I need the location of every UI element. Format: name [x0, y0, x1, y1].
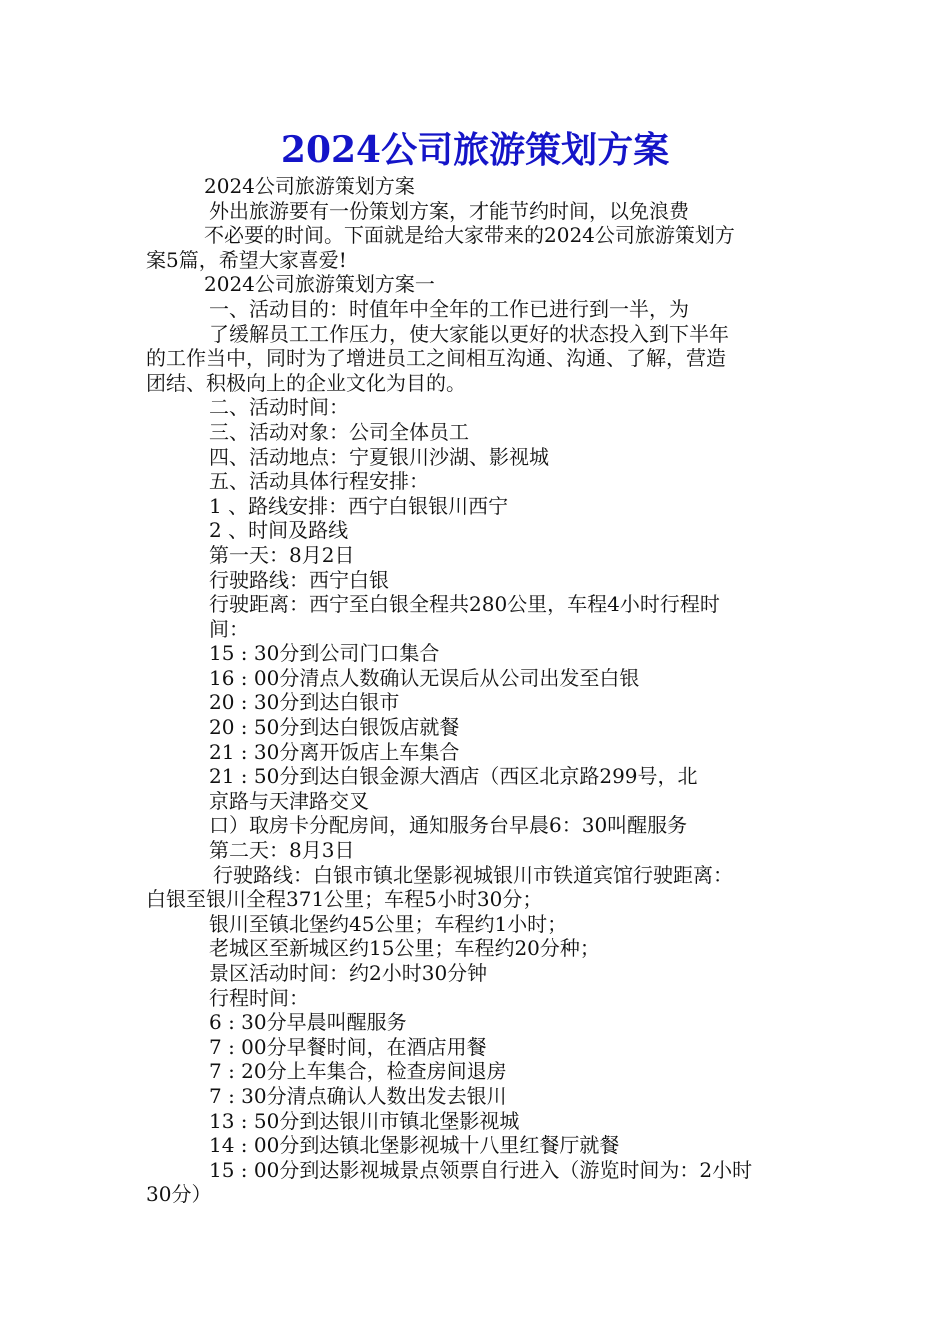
paragraph-line: 京路与天津路交叉: [209, 788, 369, 813]
paragraph-line: 五、活动具体行程安排：: [209, 469, 429, 494]
paragraph-line: 不必要的时间。下面就是给大家带来的2024公司旅游策划方: [204, 223, 735, 248]
paragraph-line: 16 : 00分清点人数确认无误后从公司出发至白银: [209, 665, 640, 690]
paragraph-line: 案5篇，希望大家喜爱!: [146, 247, 347, 272]
paragraph-line: 银川至镇北堡约45公里；车程约1小时；: [209, 911, 568, 936]
paragraph-line: 白银至银川全程371公里；车程5小时30分；: [146, 887, 543, 912]
paragraph-line: 20 : 50分到达白银饭店就餐: [209, 715, 460, 740]
paragraph-line: 行驶距离：西宁至白银全程共280公里，车程4小时行程时: [209, 592, 720, 617]
paragraph-line: 团结、积极向上的企业文化为目的。: [146, 370, 466, 395]
paragraph-line: 14 : 00分到达镇北堡影视城十八里红餐厅就餐: [209, 1133, 620, 1158]
paragraph-line: 一、活动目的：时值年中全年的工作已进行到一半，为: [209, 296, 689, 321]
paragraph-line: 15 : 00分到达影视城景点领票自行进入（游览时间为：2小时: [209, 1157, 753, 1182]
paragraph-line: 行驶路线：西宁白银: [209, 567, 389, 592]
document-title: 2024公司旅游策划方案: [280, 129, 670, 171]
paragraph-line: 15 : 30分到公司门口集合: [209, 641, 440, 666]
paragraph-line: 间：: [209, 616, 249, 641]
paragraph-line: 13 : 50分到达银川市镇北堡影视城: [209, 1108, 520, 1133]
paragraph-line: 30分）: [146, 1182, 212, 1207]
paragraph-line: 7 : 30分清点确认人数出发去银川: [209, 1083, 507, 1108]
paragraph-line: 21 : 50分到达白银金源大酒店（西区北京路299号，北: [209, 764, 698, 789]
document-body: [146, 174, 810, 1207]
paragraph-line: 2 、时间及路线: [209, 518, 349, 543]
paragraph-line: 7 : 20分上车集合，检查房间退房: [209, 1059, 507, 1084]
paragraph-line: 行程时间：: [209, 985, 309, 1010]
paragraph-line: 二、活动时间：: [209, 395, 349, 420]
paragraph-line: 景区活动时间：约2小时30分钟: [209, 961, 488, 985]
paragraph-line: 四、活动地点：宁夏银川沙湖、影视城: [209, 444, 549, 469]
paragraph-line: 外出旅游要有一份策划方案，才能节约时间，以免浪费: [209, 198, 689, 223]
paragraph-line: 6 : 30分早晨叫醒服务: [209, 1010, 407, 1035]
paragraph-line: 的工作当中，同时为了增进员工之间相互沟通、沟通、了解，营造: [146, 346, 726, 371]
paragraph-line: 20 : 30分到达白银市: [209, 690, 400, 715]
paragraph-line: 老城区至新城区约15公里；车程约20分种；: [209, 936, 600, 961]
paragraph-line: 口）取房卡分配房间，通知服务台早晨6：30叫醒服务: [209, 813, 688, 838]
paragraph-line: 21 : 30分离开饭店上车集合: [209, 739, 460, 764]
paragraph-line: 2024公司旅游策划方案: [204, 174, 415, 198]
paragraph-line: 2024公司旅游策划方案一: [204, 272, 435, 297]
paragraph-line: 7 : 00分早餐时间，在酒店用餐: [209, 1034, 487, 1059]
paragraph-line: 了缓解员工工作压力，使大家能以更好的状态投入到下半年: [209, 321, 729, 346]
paragraph-line: 三、活动对象：公司全体员工: [209, 419, 469, 444]
paragraph-line: 行驶路线：白银市镇北堡影视城银川市铁道宾馆行驶距离：: [213, 862, 733, 887]
paragraph-line: 1 、路线安排：西宁白银银川西宁: [209, 493, 509, 518]
paragraph-line: 第一天：8月2日: [209, 542, 355, 567]
paragraph-line: 第二天：8月3日: [209, 838, 355, 863]
